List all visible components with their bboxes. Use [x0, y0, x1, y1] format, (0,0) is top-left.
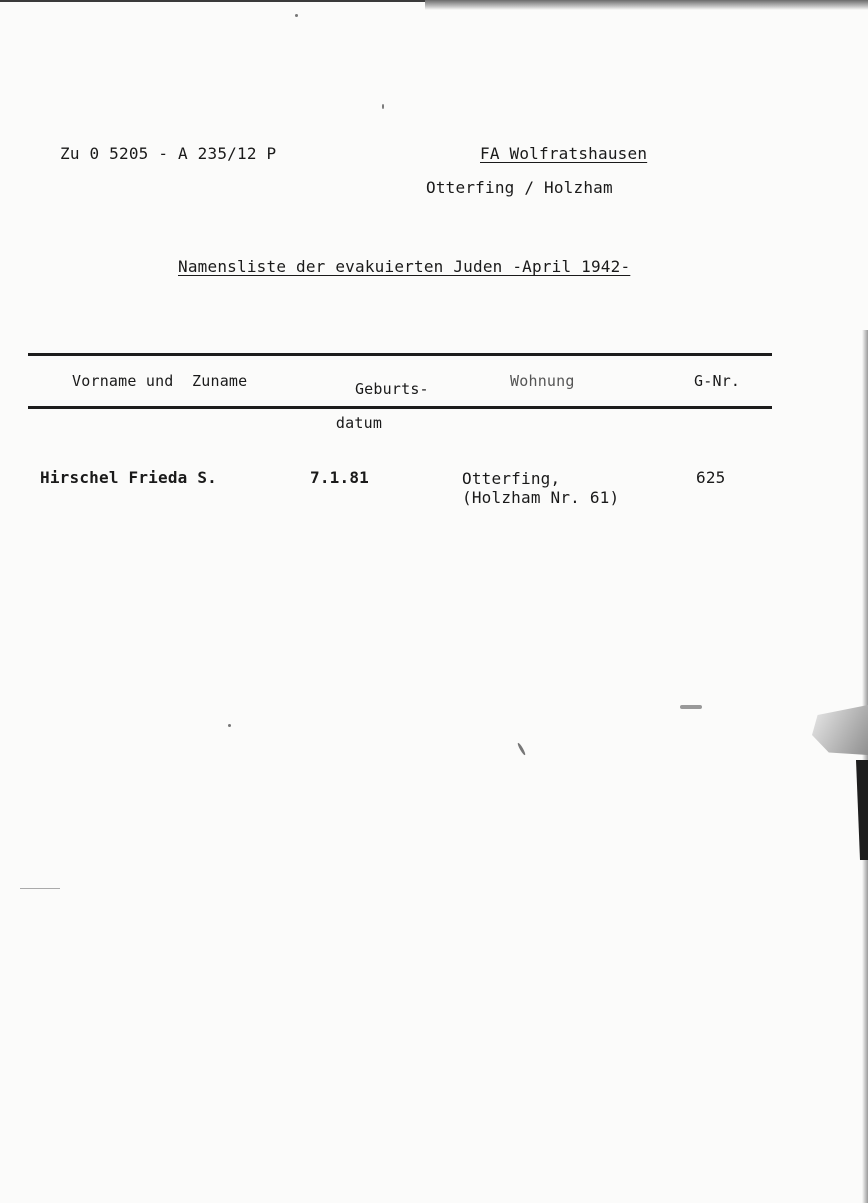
row-name: Hirschel Frieda S.	[40, 468, 217, 487]
scan-speck	[382, 104, 384, 109]
scan-speck	[517, 742, 527, 756]
row-address-line2: (Holzham Nr. 61)	[462, 488, 620, 507]
table-top-rule	[28, 353, 772, 356]
column-header-address: Wohnung	[510, 372, 575, 390]
scan-speck	[680, 705, 702, 709]
paper-tear-shadow	[848, 760, 868, 860]
scan-speck	[295, 14, 298, 17]
scan-edge-top-left	[0, 0, 430, 2]
scan-edge-top-right	[425, 0, 868, 10]
reference-number: Zu 0 5205 - A 235/12 P	[60, 144, 277, 163]
column-header-birthdate-line1: Geburts-	[354, 380, 429, 398]
paper-tear	[812, 705, 868, 755]
column-header-gnr: G-Nr.	[694, 372, 741, 390]
column-header-birthdate	[318, 364, 429, 466]
row-gnr: 625	[696, 468, 726, 487]
tax-office-name: FA Wolfratshausen	[480, 144, 648, 163]
locality: Otterfing / Holzham	[426, 178, 613, 197]
scan-speck	[228, 724, 231, 727]
column-header-birthdate-line2: datum	[335, 414, 383, 432]
scan-speck	[20, 888, 60, 889]
table-header-rule	[28, 406, 772, 409]
row-address	[462, 469, 619, 507]
row-address-line1: Otterfing,	[462, 469, 561, 488]
row-birthdate: 7.1.81	[310, 468, 369, 487]
document-title: Namensliste der evakuierten Juden -April 1942-	[178, 257, 631, 276]
column-header-name: Vorname und Zuname	[72, 372, 248, 390]
